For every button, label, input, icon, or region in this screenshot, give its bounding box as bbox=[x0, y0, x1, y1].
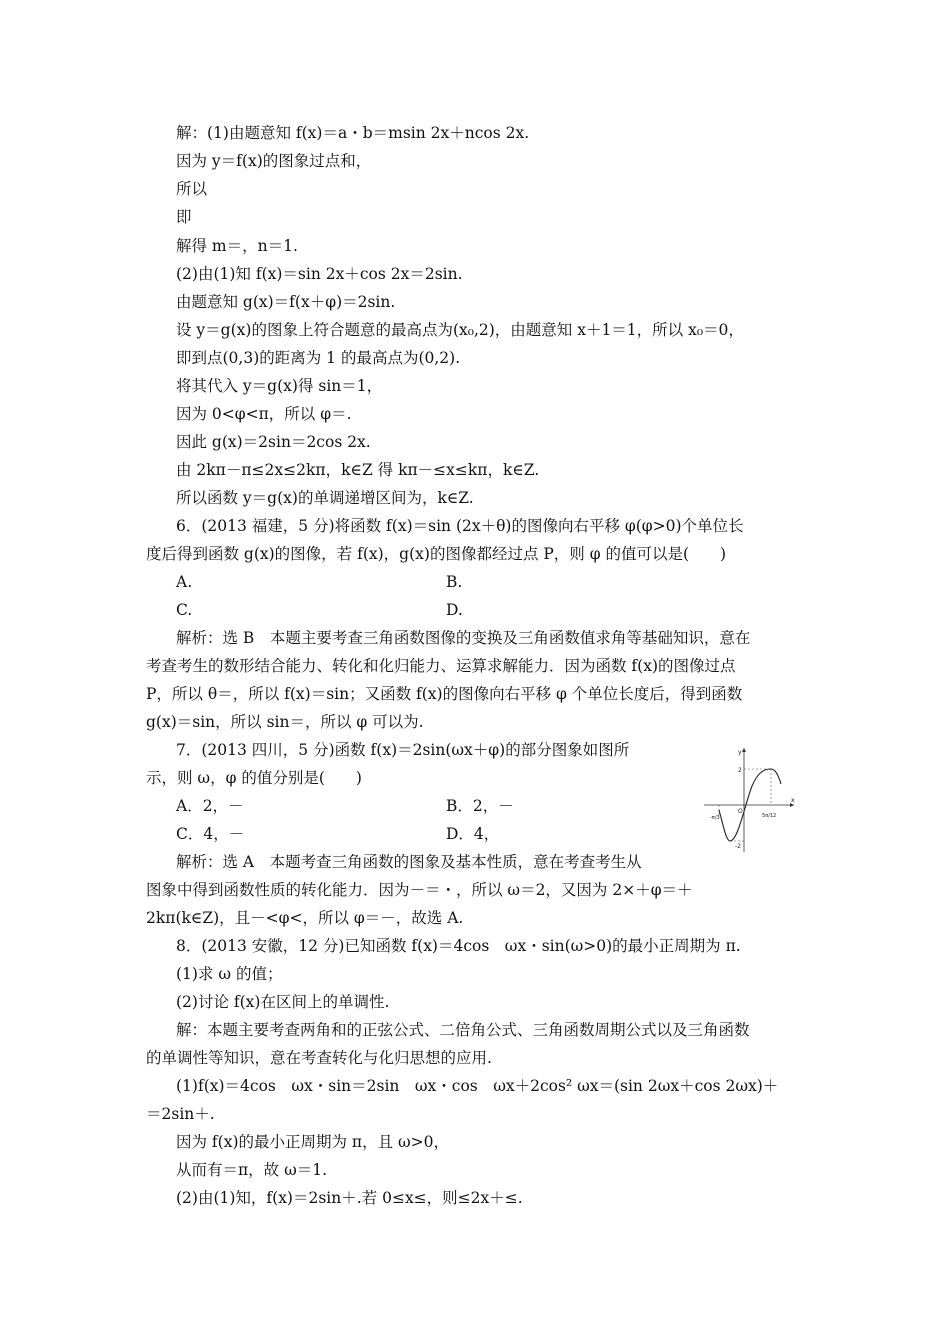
solution-line-4: 即 bbox=[176, 208, 192, 226]
answer-6-line-2: 考查考生的数形结合能力、转化和化归能力、运算求解能力．因为函数 f(x)的图像过点 bbox=[146, 657, 736, 675]
question-8-part-1: (1)求 ω 的值； bbox=[176, 965, 283, 983]
answer-8-line-2: 的单调性等知识，意在考查转化与化归思想的应用. bbox=[146, 1049, 492, 1067]
y-axis-label: y bbox=[738, 749, 742, 756]
y-min-label: -2 bbox=[735, 843, 741, 850]
question-8-line-1: 8．(2013 安徽，12 分)已知函数 f(x)＝4cos ωx・sin(ω>0)的最小正周期为 π. bbox=[176, 937, 741, 955]
answer-8-line-7: (2)由(1)知，f(x)＝2sin＋.若 0≤x≤，则≤2x＋≤. bbox=[176, 1189, 523, 1207]
question-6-line-1: 6．(2013 福建，5 分)将函数 f(x)＝sin (2x＋θ)的图像向右平移 φ(φ>0)个单位长 bbox=[176, 517, 744, 535]
answer-8-line-6: 从而有＝π，故 ω＝1. bbox=[176, 1161, 328, 1179]
y-max-label: 2 bbox=[738, 767, 742, 774]
question-6-option-d: D. bbox=[446, 601, 463, 619]
question-7-option-b: B．2，－ bbox=[446, 797, 514, 815]
sine-graph-figure bbox=[700, 744, 812, 854]
solution-line-6: (2)由(1)知 f(x)＝sin 2x＋cos 2x＝2sin. bbox=[176, 265, 463, 283]
answer-7-line-3: 2kπ(k∈Z)，且－<φ<，所以 φ＝－，故选 A. bbox=[146, 909, 464, 927]
question-6-option-b: B. bbox=[446, 573, 463, 591]
answer-8-line-1: 解：本题主要考查两角和的正弦公式、二倍角公式、三角函数周期公式以及三角函数 bbox=[176, 1021, 750, 1039]
solution-line-12: 因此 g(x)＝2sin＝2cos 2x. bbox=[176, 433, 371, 451]
x-right-label: 5π/12 bbox=[762, 813, 777, 819]
question-8-part-2: (2)讨论 f(x)在区间上的单调性. bbox=[176, 993, 390, 1011]
solution-line-5: 解得 m＝，n＝1. bbox=[176, 237, 298, 255]
answer-7-line-2: 图象中得到函数性质的转化能力．因为－＝・，所以 ω＝2，又因为 2×＋φ＝＋ bbox=[146, 881, 693, 899]
question-7-option-d: D．4， bbox=[446, 825, 500, 843]
solution-line-13: 由 2kπ－π≤2x≤2kπ，k∈Z 得 kπ－≤x≤kπ，k∈Z. bbox=[176, 461, 540, 479]
solution-line-10: 将其代入 y＝g(x)得 sin＝1， bbox=[176, 377, 383, 395]
answer-6-line-3: P，所以 θ＝，所以 f(x)＝sin；又函数 f(x)的图像向右平移 φ 个单位长度后，得到函数 bbox=[146, 685, 743, 703]
answer-8-line-3: (1)f(x)＝4cos ωx・sin＝2sin ωx・cos ωx＋2cos² ωx＝(sin 2ωx＋cos 2ωx)＋ bbox=[176, 1077, 779, 1095]
solution-line-2: 因为 y＝f(x)的图象过点和， bbox=[176, 152, 372, 170]
answer-8-line-4: ＝2sin＋. bbox=[146, 1105, 215, 1123]
answer-7-line-1: 解析：选 A 本题考查三角函数的图象及基本性质，意在考查考生从 bbox=[176, 853, 642, 871]
answer-8-line-5: 因为 f(x)的最小正周期为 π，且 ω>0， bbox=[176, 1133, 450, 1151]
answer-6-line-4: g(x)＝sin，所以 sin＝，所以 φ 可以为. bbox=[146, 713, 424, 731]
solution-line-3: 所以 bbox=[176, 180, 208, 198]
x-left-label: -π/3 bbox=[710, 815, 720, 821]
solution-line-7: 由题意知 g(x)＝f(x＋φ)＝2sin. bbox=[176, 293, 396, 311]
solution-line-11: 因为 0<φ<π，所以 φ＝. bbox=[176, 405, 352, 423]
question-6-line-2: 度后得到函数 g(x)的图像，若 f(x)，g(x)的图像都经过点 P，则 φ 的值可以是( ) bbox=[146, 545, 727, 563]
solution-line-1: 解：(1)由题意知 f(x)＝a・b＝msin 2x＋ncos 2x. bbox=[176, 124, 530, 142]
y-axis-arrow bbox=[742, 748, 746, 752]
x-axis-label: x bbox=[791, 797, 795, 804]
answer-6-line-1: 解析：选 B 本题主要考查三角函数图像的变换及三角函数值求角等基础知识，意在 bbox=[176, 629, 751, 647]
solution-line-8: 设 y＝g(x)的图象上符合题意的最高点为(x₀,2)，由题意知 x＋1＝1，所以 x₀＝0， bbox=[176, 321, 744, 339]
question-6-option-c: C. bbox=[176, 601, 193, 619]
question-7-option-c: C．4，－ bbox=[176, 825, 245, 843]
question-7-line-2: 示，则 ω，φ 的值分别是( ) bbox=[146, 769, 362, 787]
solution-line-9: 即到点(0,3)的距离为 1 的最高点为(0,2). bbox=[176, 349, 461, 367]
origin-label: O bbox=[738, 808, 743, 815]
question-6-option-a: A. bbox=[176, 573, 193, 591]
question-7-line-1: 7．(2013 四川，5 分)函数 f(x)＝2sin(ωx＋φ)的部分图象如图所 bbox=[176, 741, 630, 759]
question-7-option-a: A．2，－ bbox=[176, 797, 244, 815]
solution-line-14: 所以函数 y＝g(x)的单调递增区间为，k∈Z. bbox=[176, 489, 474, 507]
